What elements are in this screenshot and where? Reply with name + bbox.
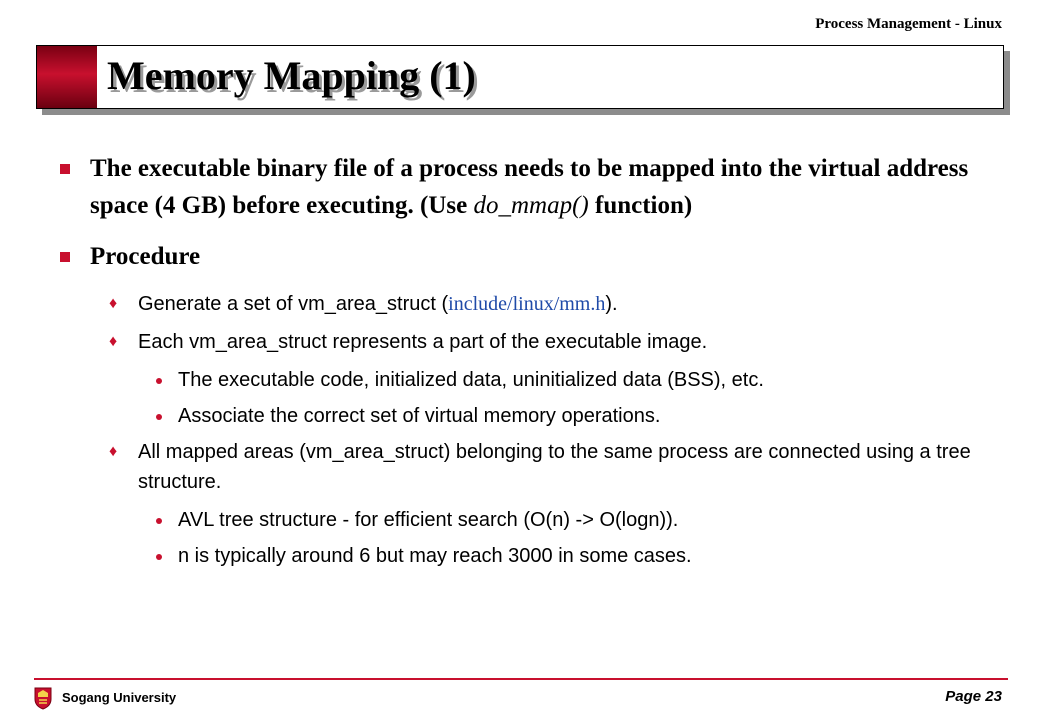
- title-box: [36, 45, 1004, 109]
- header-file-reference: include/linux/mm.h: [448, 293, 606, 315]
- footer-divider: [34, 678, 1008, 680]
- sub-bullet-each-vm-area: [60, 327, 1000, 357]
- sub-sub-bullet-text: AVL tree structure - for efficient search (O(n) -> O(logn)).: [178, 509, 679, 531]
- bullet-text-1b: function): [588, 192, 693, 219]
- function-name: do_mmap(): [473, 192, 589, 219]
- bullet-text-1a: The executable binary file of a process needs to be mapped into the virtual address space (4 GB) before executing. (Use: [90, 155, 969, 219]
- dot-bullet-icon: [156, 378, 162, 384]
- title-red-block: [37, 46, 97, 108]
- sub-bullet-generate: [60, 289, 1000, 319]
- square-bullet-icon: [60, 164, 70, 174]
- slide-content: [60, 150, 1000, 577]
- sub-sub-bullet-avl-tree: [60, 505, 1000, 535]
- footer-university: Sogang University: [62, 690, 177, 705]
- diamond-bullet-icon: ♦: [109, 295, 118, 312]
- sub-bullet-mapped-areas: [60, 437, 1000, 497]
- sub-sub-bullet-text: n is typically around 6 but may reach 3000 in some cases.: [178, 545, 692, 567]
- bullet-executable-binary: [60, 150, 1000, 224]
- dot-bullet-icon: [156, 414, 162, 420]
- sub-sub-bullet-n-typical: [60, 541, 1000, 571]
- sub-sub-bullet-text: The executable code, initialized data, uninitialized data (BSS), etc.: [178, 369, 764, 391]
- sub-bullet-text: Generate a set of vm_area_struct (: [138, 293, 449, 315]
- page-title: Memory Mapping (1): [107, 53, 476, 98]
- sub-sub-bullet-associate: [60, 401, 1000, 431]
- dot-bullet-icon: [156, 554, 162, 560]
- diamond-bullet-icon: ♦: [109, 333, 118, 350]
- footer-page-number: Page 23: [945, 688, 1002, 705]
- diamond-bullet-icon: ♦: [109, 443, 118, 460]
- sub-bullet-text: All mapped areas (vm_area_struct) belonging to the same process are connected using a tree structure.: [138, 441, 971, 493]
- header-course-title: Process Management - Linux: [815, 16, 1002, 32]
- square-bullet-icon: [60, 252, 70, 262]
- sub-bullet-text-end: ).: [605, 293, 618, 315]
- dot-bullet-icon: [156, 518, 162, 524]
- sub-sub-bullet-executable-code: [60, 365, 1000, 395]
- sub-bullet-text: Each vm_area_struct represents a part of the executable image.: [138, 331, 708, 353]
- university-shield-icon: [34, 686, 52, 710]
- bullet-procedure: [60, 238, 1000, 275]
- sub-sub-bullet-text: Associate the correct set of virtual memory operations.: [178, 405, 661, 427]
- bullet-text-procedure: Procedure: [90, 243, 201, 270]
